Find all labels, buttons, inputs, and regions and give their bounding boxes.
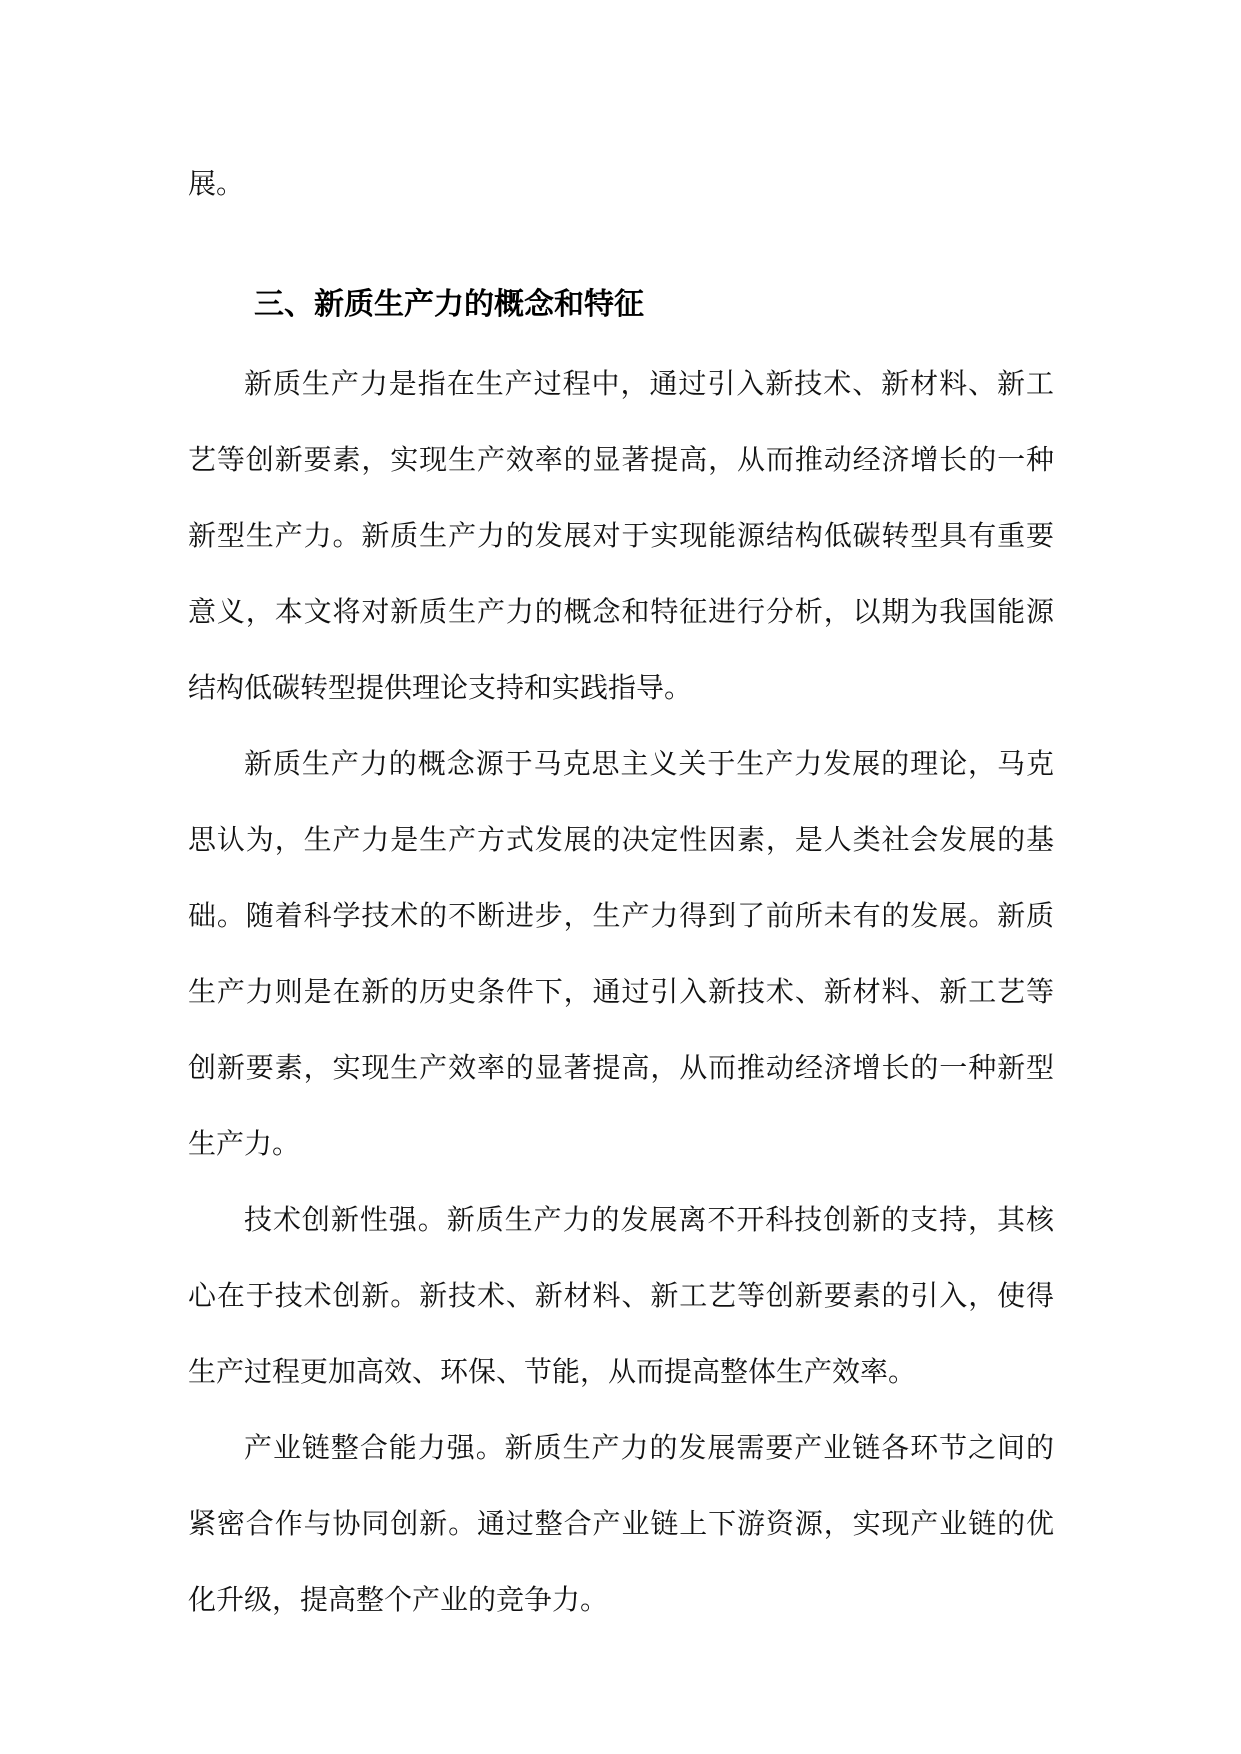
document-body: [188, 146, 1054, 1638]
body-paragraph: 新质生产力的概念源于马克思主义关于生产力发展的理论，马克思认为，生产力是生产方式发展的决定性因素，是人类社会发展的基础。随着科学技术的不断进步，生产力得到了前所未有的发展。新质生产力则是在新的历史条件下，通过引入新技术、新材料、新工艺等创新要素，实现生产效率的显著提高，从而推动经济增长的一种新型生产力。: [188, 747, 1054, 1160]
body-paragraph: 产业链整合能力强。新质生产力的发展需要产业链各环节之间的紧密合作与协同创新。通过整合产业链上下游资源，实现产业链的优化升级，提高整个产业的竞争力。: [188, 1431, 1054, 1616]
continued-text: 展。: [188, 167, 245, 200]
body-paragraph: 新质生产力是指在生产过程中，通过引入新技术、新材料、新工艺等创新要素，实现生产效率的显著提高，从而推动经济增长的一种新型生产力。新质生产力的发展对于实现能源结构低碳转型具有重要意义，本文将对新质生产力的概念和特征进行分析，以期为我国能源结构低碳转型提供理论支持和实践指导。: [188, 367, 1054, 704]
body-paragraph: 技术创新性强。新质生产力的发展离不开科技创新的支持，其核心在于技术创新。新技术、新材料、新工艺等创新要素的引入，使得生产过程更加高效、环保、节能，从而提高整体生产效率。: [188, 1203, 1054, 1388]
section-heading: 三、新质生产力的概念和特征: [254, 287, 644, 322]
